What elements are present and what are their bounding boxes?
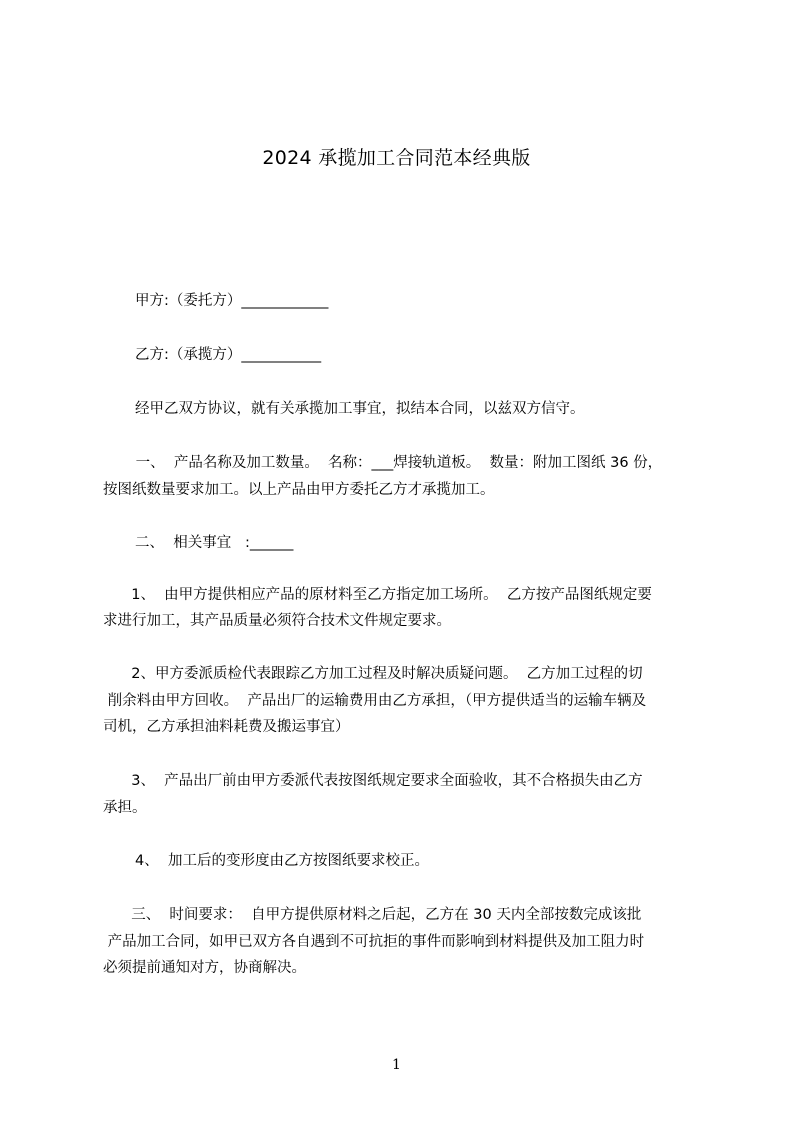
document-title: 2024 承揽加工合同范本经典版 [262, 147, 531, 169]
item-4-text: 4、 加工后的变形度由乙方按图纸要求校正。 [135, 853, 429, 869]
item-3-line-2: 承担。 [103, 800, 147, 816]
section-3-line-1: 三、 时间要求： 自甲方提供原材料之后起，乙方在 30 天内全部按数完成该批 [122, 907, 642, 923]
item-1-paragraph [122, 582, 732, 608]
party-b-text: 乙方:（承揽方）___________ [135, 347, 322, 363]
item-3-paragraph-cont [103, 795, 713, 821]
intro-paragraph [135, 396, 745, 422]
section-2-heading [135, 530, 745, 556]
section-3-line-2: 产品加工合同，如甲已双方各自遇到不可抗拒的事件而影响到材料提供及加工阻力时 [103, 934, 645, 950]
party-b-line [135, 342, 745, 368]
item-2-line-3: 司机，乙方承担油料耗费及搬运事宜） [103, 719, 350, 735]
section-1-line-2: 按图纸数量要求加工。以上产品由甲方委托乙方才承揽加工。 [103, 482, 495, 498]
party-a-line [135, 288, 745, 314]
item-1-paragraph-cont [103, 608, 713, 634]
section-1-paragraph-cont [103, 477, 713, 503]
section-3-paragraph-cont [103, 929, 713, 981]
item-1-line-2: 求进行加工，其产品质量必须符合技术文件规定要求。 [103, 613, 451, 629]
section-2-heading-text: 二、 相关事宜 :______ [135, 535, 294, 551]
item-1-line-1: 1、 由甲方提供相应产品的原材料至乙方指定加工场所。 乙方按产品图纸规定要 [122, 587, 652, 603]
section-3-line-3: 必须提前通知对方，协商解决。 [103, 960, 306, 976]
intro-text: 经甲乙双方协议，就有关承揽加工事宜，拟结本合同，以兹双方信守。 [135, 401, 585, 417]
item-2-paragraph-cont [103, 688, 713, 740]
section-1-paragraph [131, 450, 741, 476]
section-3-paragraph [122, 902, 732, 928]
item-3-line-1: 3、 产品出厂前由甲方委派代表按图纸规定要求全面验收，其不合格损失由乙方 [122, 773, 643, 789]
item-2-line-2: 削余料由甲方回收。 产品出厂的运输费用由乙方承担，（甲方提供适当的运输车辆及 [103, 693, 647, 709]
page-number: 1 [392, 1057, 401, 1073]
section-1-line-1: 一、 产品名称及加工数量。 名称：___焊接轨道板。 数量：附加工图纸 36 份， [131, 455, 663, 471]
item-2-line-1: 2、甲方委派质检代表跟踪乙方加工过程及时解决质疑问题。 乙方加工过程的切 [122, 666, 643, 682]
item-2-paragraph [122, 661, 732, 687]
party-a-text: 甲方:（委托方）____________ [135, 293, 329, 309]
item-4-paragraph [135, 848, 745, 874]
item-3-paragraph [122, 768, 732, 794]
